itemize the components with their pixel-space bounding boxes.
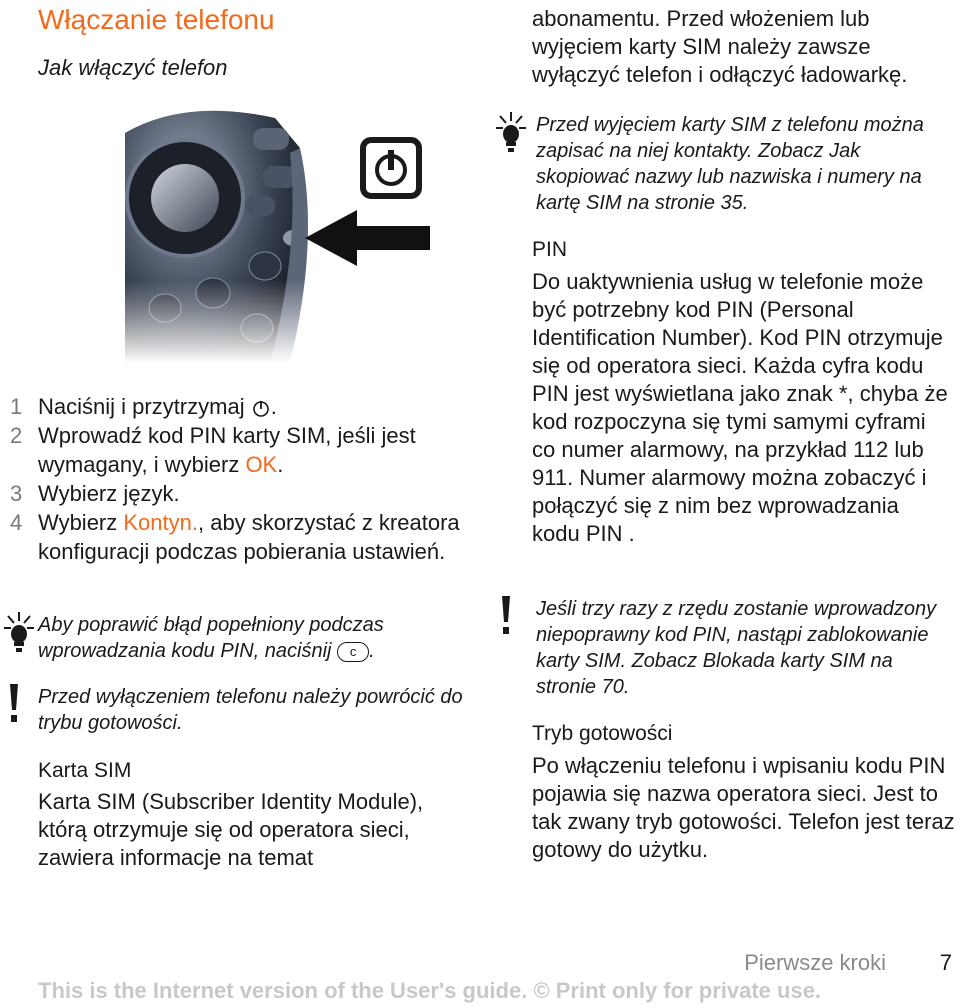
steps-list <box>10 392 480 566</box>
footer-section-name: Pierwsze kroki <box>744 950 886 975</box>
pin-body: Do uaktywnienia usług w telefonie może być potrzebny kod PIN (Personal Identification Number). Kod PIN otrzymuje się od operatora sieci. Każda cyfra kodu PIN jest wyświetlana jako znak *, chyba że kod rozpoczyna się tymi samymi cyframi co numer alarmowy, na przykład 112 lub 911. Numer alarmowy można zobaczyć i połączyć się z nim bez wprowadzania kodu PIN . <box>532 269 948 546</box>
tip-icon <box>496 112 526 160</box>
standby-heading: Tryb gotowości <box>532 722 673 745</box>
warning-icon <box>8 684 20 724</box>
tip-text: Aby poprawić błąd popełniony podczas wprowadzania kodu PIN, naciśnij <box>38 614 384 662</box>
sim-tip-note: Przed wyjęciem karty SIM z telefonu można zapisać na niej kontakty. Zobacz Jak skopiować nazwy lub nazwiska i numery na kartę SIM na stronie 35. <box>536 114 924 214</box>
watermark: This is the Internet version of the User's guide. © Print only for private use. <box>38 978 822 1003</box>
pin-heading: PIN <box>532 238 568 261</box>
warning-note: Przed wyłączeniem telefonu należy powrócić do trybu gotowości. <box>38 686 463 734</box>
power-key-photo <box>125 88 455 363</box>
step-text: Naciśnij i przytrzymaj <box>38 394 245 419</box>
c-key-icon: c <box>337 642 369 662</box>
step-number: 4 <box>10 510 23 535</box>
step-text-end: , aby skorzystać z kreatora konfiguracji podczas pobierania ustawień. <box>38 510 460 564</box>
section-subtitle: Jak włączyć telefon <box>38 55 228 80</box>
step-text: Wprowadź kod PIN karty SIM, jeśli jest wymagany, i wybierz <box>38 423 416 477</box>
page-title: Włączanie telefonu <box>38 4 275 35</box>
tip-icon <box>4 612 34 660</box>
sim-body-continued: abonamentu. Przed włożeniem lub wyjęciem karty SIM należy zawsze wyłączyć telefon i odłączyć ładowarkę. <box>532 6 908 87</box>
softkey-continue: Kontyn. <box>123 510 198 535</box>
step-text: Wybierz <box>38 510 124 535</box>
step-item <box>10 392 480 421</box>
step-text-end: . <box>270 394 277 419</box>
sim-body: Karta SIM (Subscriber Identity Module), którą otrzymuje się od operatora sieci, zawiera informacje na temat <box>38 789 424 870</box>
page-number: 7 <box>939 950 952 975</box>
power-icon <box>251 398 271 418</box>
standby-body: Po włączeniu telefonu i wpisaniu kodu PIN pojawia się nazwa operatora sieci. Jest to tak zwany tryb gotowości. Telefon jest teraz gotowy do użytku. <box>532 753 955 862</box>
step-number: 2 <box>10 423 23 448</box>
step-text: Wybierz język. <box>38 481 180 506</box>
tip-note <box>38 612 478 664</box>
step-item <box>10 508 480 566</box>
step-text-end: . <box>277 452 284 477</box>
softkey-ok: OK <box>245 452 278 477</box>
pin-warning-note: Jeśli trzy razy z rzędu zostanie wprowadzony niepoprawny kod PIN, nastąpi zablokowanie karty SIM. Zobacz Blokada karty SIM na stronie 70. <box>536 598 937 698</box>
step-item <box>10 479 480 508</box>
warning-icon <box>500 596 512 636</box>
step-item <box>10 421 480 479</box>
sim-heading: Karta SIM <box>38 759 132 782</box>
step-number: 1 <box>10 394 23 419</box>
step-number: 3 <box>10 481 23 506</box>
tip-text-end: . <box>369 640 375 662</box>
